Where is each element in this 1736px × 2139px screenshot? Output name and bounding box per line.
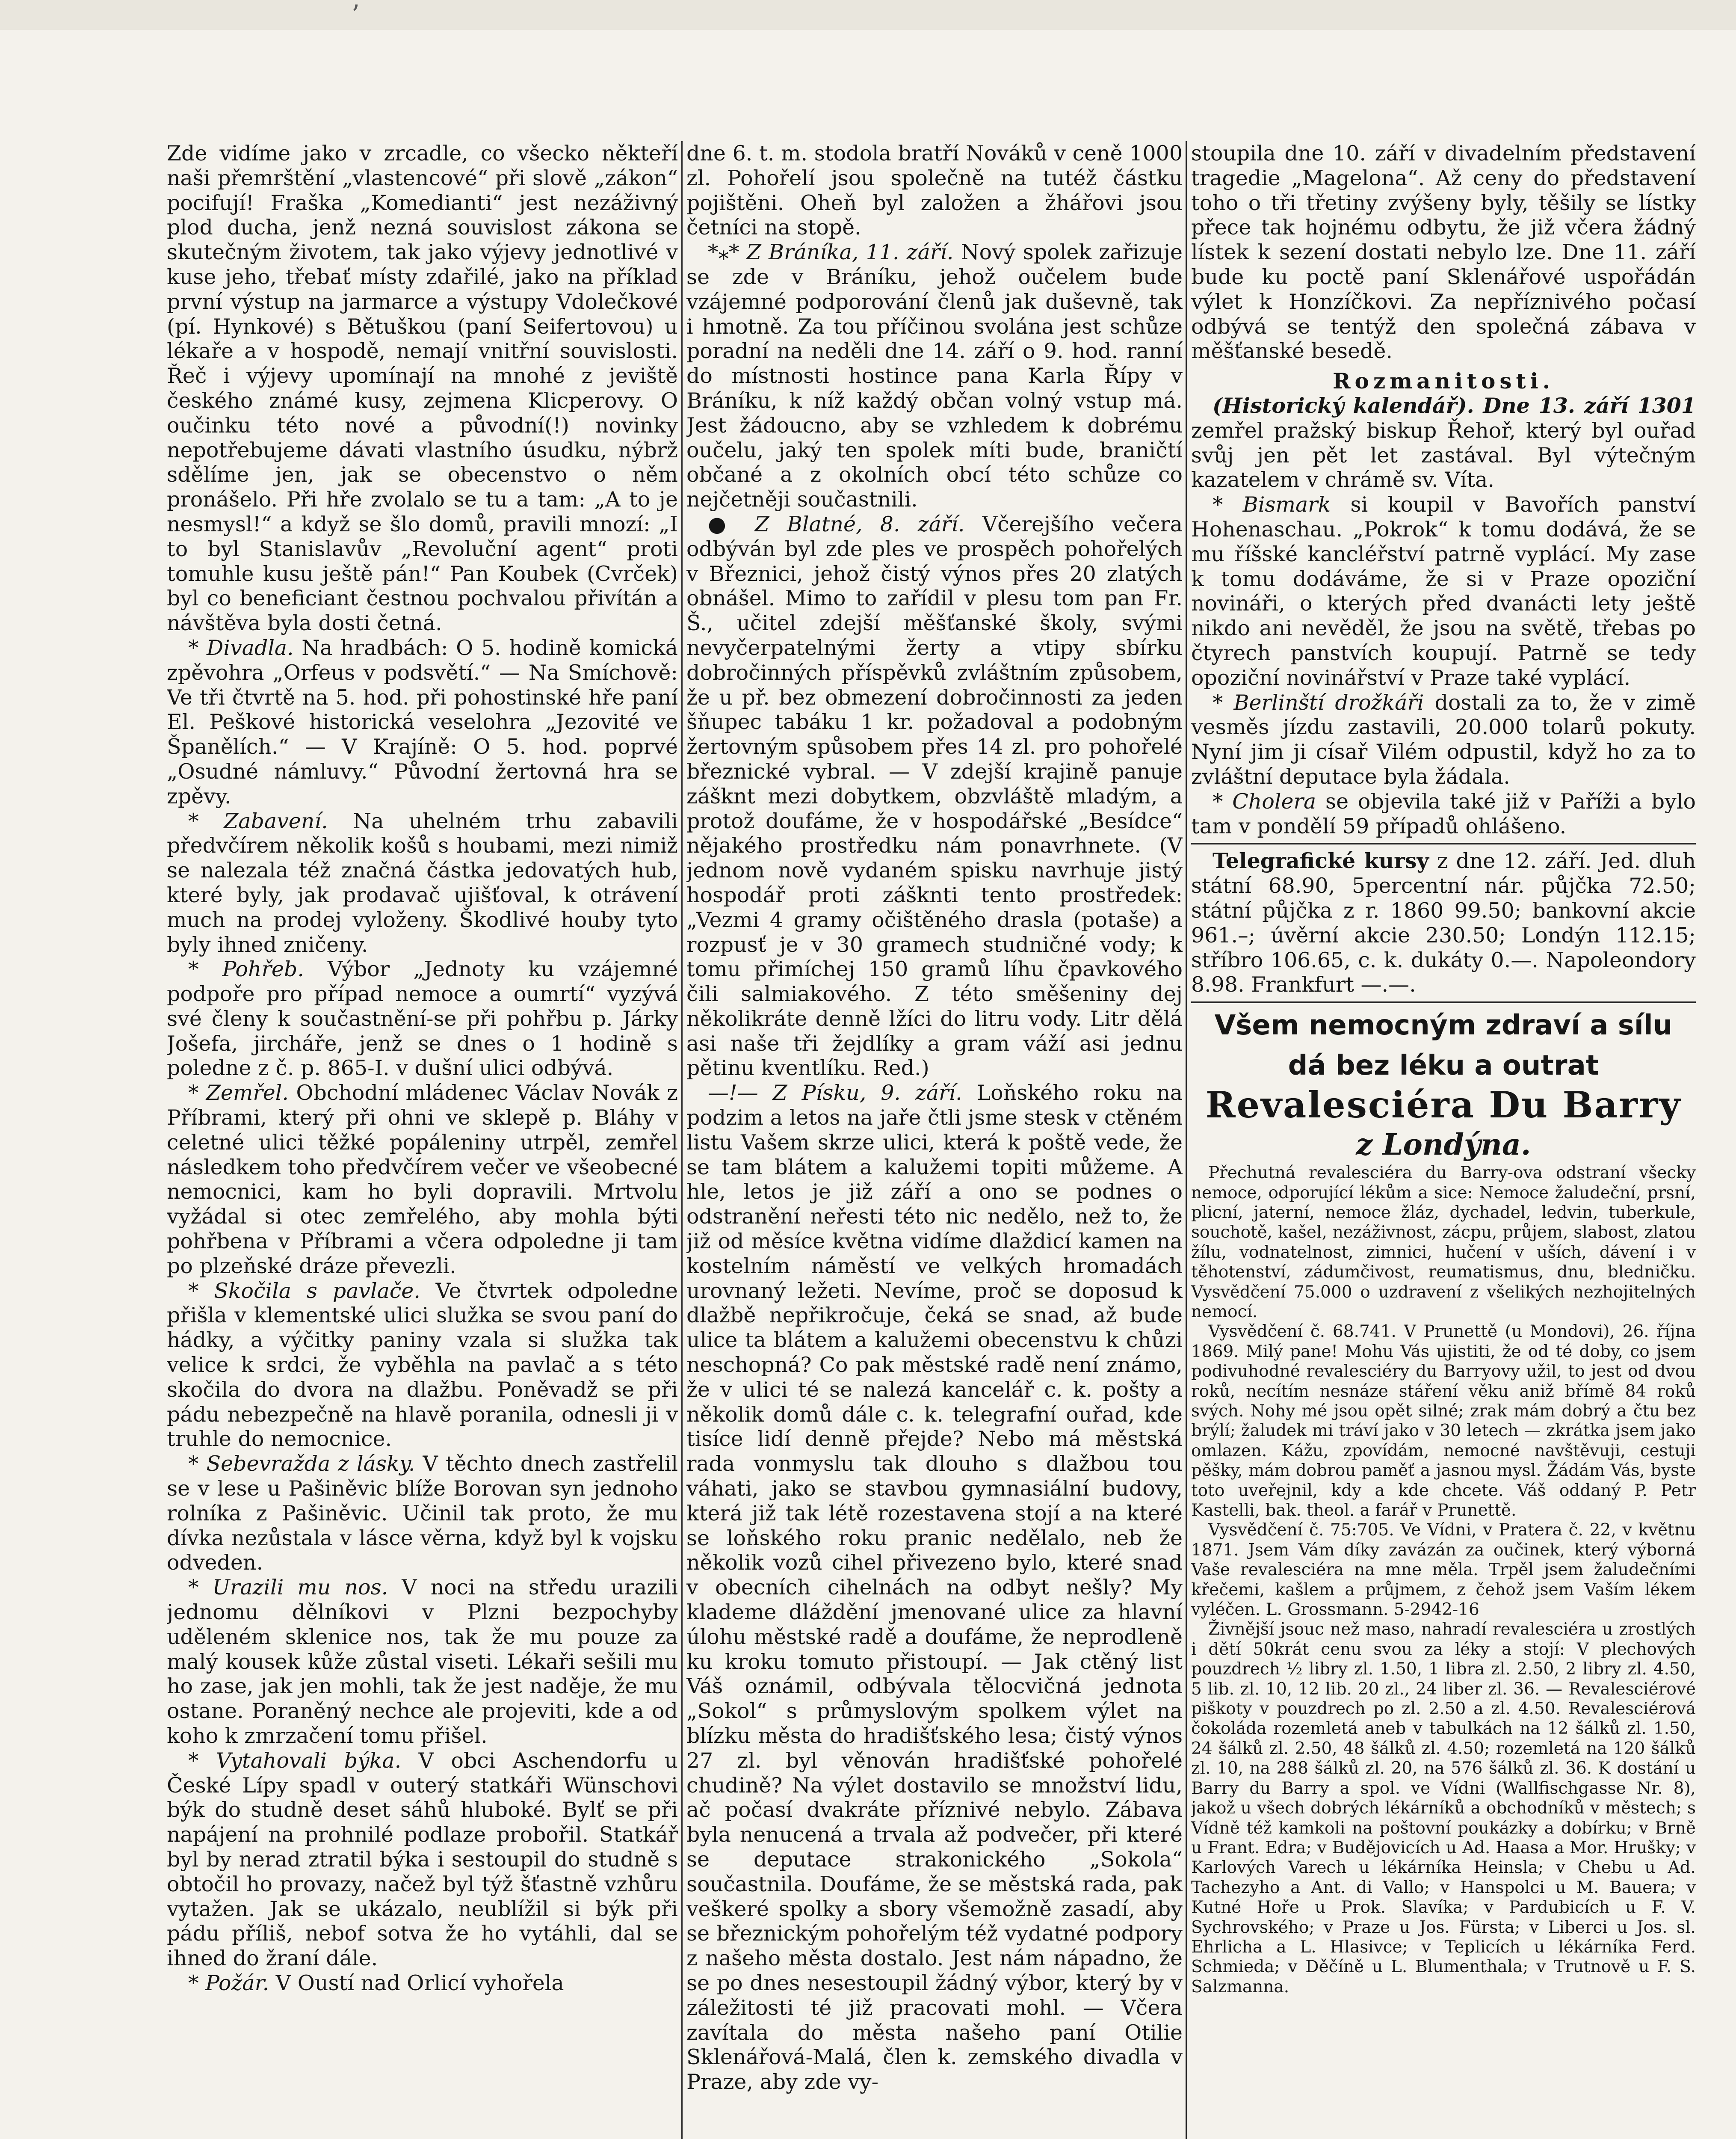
- article-paragraph: Zde vidíme jako v zrcadle, co všecko někteří naši přemrštění „vlastencové“ při slově „zákon“ pocifují! Fraška „Komedianti“ jest nezáživný plod ducha, jenž nezná souvislost zákona se skutečným životem, tak jako výjevy jednotlivé v kuse jeho, třebať místy zdařilé, jako na příklad první výstup na jarmarce a výstupy Vdolečkové (pí. Hynkové) s Bětuškou (paní Seifertovou) u lékaře a v hospodě, nemají vnitřní souvislosti. Řeč i výjevy upomínají na mnohé z jeviště českého známé kusy, zejmena Klicperovy. O oučinku této nové a původní(!) novinky nepotřebujeme dávati vlastního úsudku, nýbrž sdělíme jen, jak se obecenstvo o něm pronášelo. Při hře zvolalo se tu a tam: „A to je nesmysl!“ a když se šlo domů, pravili mnozí: „I to byl Stanislavův „Revoluční agent“ proti tomuhle kusu ještě pán!“ Pan Koubek (Cvrček) byl co beneficiant čestnou pochvalou přivítán a návštěva byla dosti četná.: [167, 141, 678, 636]
- article-paragraph: * Sebevražda z lásky. V těchto dnech zastřelil se v lese u Pašiněvic blíže Borovan syn jednoho rolníka z Pašiněvic. Učinil tak proto, že mu dívka nezůstala v lásce věrna, když byl k vojsku odveden.: [167, 1452, 678, 1575]
- ad-brand: Revalesciéra Du Barry: [1205, 1084, 1682, 1126]
- column-2: [686, 141, 1183, 2139]
- article-paragraph: * Urazili mu nos. V noci na středu urazili jednomu dělníkovi v Plzni bezpochyby uděleném sklenice nos, tak že mu pouze za malý kousek kůže zůstal viseti. Lékaři sešili mu ho zase, jak jen mohli, tak že jest naděje, že mu ostane. Poraněný nechce ale projeviti, kde a od koho k zmrzačení tomu přišel.: [167, 1575, 678, 1748]
- article-paragraph: *⁎* Z Bráníka, 11. září. Nový spolek zařizuje se zde v Bráníku, jehož oučelem bude vzájemné podporování členů jak duševně, tak i hmotně. Za tou příčinou svolána jest schůze poradní na neděli dne 14. září o 9. hod. ranní do místnosti hostince pana Karla Řípy v Bráníku, k níž každý občan volný vstup má. Jest žádoucno, aby se vzhledem k dobrému oučelu, jaký ten spolek míti bude, braničtí občané a z okolních obcí této schůze co nejčetněji součastnili.: [686, 240, 1183, 512]
- ad-body: [1191, 1163, 1696, 1997]
- misc-item: * Berlinští drožkáři dostali za to, že v zimě vesměs jízdu zastavili, 20.000 tolarů pokuty. Nyní jim ji císař Vilém odpustil, když ho za to zvláštní deputace byla žádala.: [1191, 690, 1696, 789]
- top-scan-edge: [0, 0, 1736, 30]
- article-paragraph: dne 6. t. m. stodola bratří Nováků v ceně 1000 zl. Pohořelí jsou společně na tutéž částku pojištěni. Oheň byl založen a žhářovi jsou četníci na stopě.: [686, 141, 1183, 240]
- rozmanitosti-title: Rozmanitosti.: [1332, 368, 1555, 394]
- article-paragraph: ● Z Blatné, 8. září. Včerejšího večera odbýván byl zde ples ve prospěch pohořelých v Březnici, jehož čistý výnos přes 20 zlatých obnášel. Mimo to zařídil v plesu tom pan Fr. Š., učitel zdejší měšťanské školy, svými nevyčerpatelnými žerty a vtipy sbírku dobročinných příspěvků zvláštním způsobem, že u př. bez obmezení dobročinnosti za jeden šňupec tabáku 1 kr. požadoval a podobným žertovným spůsobem přes 14 zl. pro pohořelé březnické vybral. — V zdejší krajině panuje zášknt mezi dobytkem, obzvláště mladým, a protož doufáme, že v hospodářské „Besídce“ nějakého prostředku nám ponavrhnete. (V jednom nově vydaném spisku navrhuje jistý hospodář proti zášknti tento prostředek: „Vezmi 4 gramy očištěného drasla (potaše) a rozpusť je v 30 gramech studničné vody; k tomu přimíchej 150 gramů líhu čpavkového čili salmiakového. Z této směšeniny dej několikráte denně lžíci do litru vody. Litr dělá asi naše tři žejdlíky a gram váží asi jednu pětinu kventlíku. Red.): [686, 512, 1183, 1081]
- exchange-rates: Telegrafické kursy z dne 12. září. Jed. dluh státní 68.90, 5percentní nár. půjčka 72.50; státní půjčka z r. 1860 99.50; bankovní akcie 961.–; úvěrní akcie 230.50; Londýn 112.15; stříbro 106.65, c. k. dukáty 0.—. Napoleondory 8.98. Frankfurt —.—.: [1191, 848, 1696, 997]
- column-3: [1191, 141, 1696, 2139]
- misc-item: * Bismark si koupil v Bavořích panství Hohenaschau. „Pokrok“ k tomu dodává, že se mu říšské kancléřství patrně vyplácí. My zase k tomu dodáváme, že si v Praze opoziční novináři, o kterých před dvanácti lety ještě nikdo ani nevěděl, že jsou na světě, třebas po čtyrech panstvích koupují. Patrně se tedy opoziční novinářství v Praze také vyplácí.: [1191, 492, 1696, 690]
- ad-paragraph: Přechutná revalesciéra du Barry-ova odstraní všecky nemoce, odporující lékům a sice: Nemoce žaludeční, prsní, plicní, jaterní, nemoce žláz, dychadel, ledvin, tuberkule, souchotě, kašel, nezáživnost, zácpu, průjem, slabost, zlatou žílu, vodnatelnost, zimnici, hučení v uších, dávení i v těhotenství, zádumčivost, reumatismus, dnu, bledničku. Vysvědčení 75.000 o uzdravení z všelikých nezhojitelných nemocí.: [1191, 1163, 1696, 1321]
- column-rule-1: [681, 141, 683, 2139]
- article-paragraph: —!— Z Písku, 9. září. Loňského roku na podzim a letos na jaře čtli jsme stesk v ctěném listu Vašem skrze ulici, která k poště vede, že se tam blátem a kalužemi topiti můžeme. A hle, letos je již září a ono se podnes o odstranění neřesti této nic nedělo, než to, že již od měsíce května vidíme dlaždicí kamen na kostelním náměstí ve velkých hromadách urovnaný ležeti. Nevíme, proč se doposud k dlažbě nepřikročuje, čeká se snad, až bude ulice ta blátem a kalužemi obecenstvu k chůzi neschopná? Co pak městské radě není známo, že v ulici té se nalezá kancelář c. k. pošty a několik domů dále c. k. telegrafní ouřad, kde tisíce lidí denně přejde? Nebo má městská rada vonmyslu tak dlouho s dlažbou tou váhati, jako se stavbou gymnasiální budovy, která již tak létě rozestavena stojí a na které se loňského roku pranic nedělalo, neb že několik vozů cihel přivezeno bylo, které snad v obecních cihelnách na odbyt nešly? My klademe dláždění jmenované ulice za hlavní úlohu městské radě a doufáme, že neprodleně ku kroku tomuto přistoupí. — Jak ctěný list Váš oznámil, odbývala tělocvičná jednota „Sokol“ s průmyslovým spolkem výlet na blízku města do hradišťského lesa; čistý výnos 27 zl. byl věnován hradišťské pohořelé chudině? Na výlet dostavilo se množství lidu, ač počasí dvakráte příznivé nebylo. Zábava byla nenucená a trvala až podvečer, při které se deputace strakonického „Sokola“ součastnila. Doufáme, že se městská rada, pak veškeré spolky a sbory všemožně zasadí, aby se březnickým pohořelým též vydatné podpory z našeho města dostalo. Jest nám nápadno, že se po dnes nesestoupil žádný výbor, který by v záležitosti té již pracovati mohl. — Včera zavítala do města našeho paní Otilie Sklenářová-Malá, člen k. zemského divadla v Praze, aby zde vy-: [686, 1081, 1183, 2095]
- advertisement: [1191, 1007, 1696, 1997]
- article-paragraph: stoupila dne 10. září v divadelním představení tragedie „Magelona“. Až ceny do představení toho o tři třetiny zvýšeny byly, těšily se lístky přece tak hojnému odbytu, že již včera žádný lístek k sezení dostati nebylo lze. Dne 11. září bude ku poctě paní Sklenářové uspořádán výlet k Honzíčkovi. Za nepříznivého počasí odbývá se tentýž den společná zábava v měšťanské besedě.: [1191, 141, 1696, 364]
- article-paragraph: * Zemřel. Obchodní mládenec Václav Novák z Příbrami, který při ohni ve sklepě p. Bláhy v celetné ulici těžké popáleniny utrpěl, zemřel následkem toho předvčírem večer ve všeobecné nemocnici, kam ho byli dopravili. Mrtvolu vyžádal si otec zemřelého, aby mohla býti pohřbena v Příbrami a včera odpoledne ji tam po plzeňské dráze převezli.: [167, 1081, 678, 1278]
- article-paragraph: * Pohřeb. Výbor „Jednoty ku vzájemné podpoře pro případ nemoce a oumrtí“ vyzývá své členy k součastnění-se při pohřbu p. Járky Jošefa, jircháře, jenž se dnes o 1 hodině s poledne z č. p. 865-I. v dušní ulici odbývá.: [167, 957, 678, 1081]
- ad-headline-1: Všem nemocným zdraví a sílu: [1214, 1010, 1673, 1042]
- ad-paragraph: Vysvědčení č. 75:705. Ve Vídni, v Pratera č. 22, v květnu 1871. Jsem Vám díky zavázán za oučinek, který výborná Vaše revalesciéra na mne měla. Trpěl jsem žaludečními křečemi, kašlem a průjmem, z čehož jsem Vaším lékem vyléčen. L. Grossmann. 5-2942-16: [1191, 1520, 1696, 1620]
- article-paragraph: * Zabavení. Na uhelném trhu zabavili předvčírem několik košů s houbami, mezi nimiž se nalezala též značná částka jedovatých hub, které byly, jak prodavač ujišťoval, k otrávení much na prodej vyloženy. Škodlivé houby tyto byly ihned zničeny.: [167, 809, 678, 957]
- ad-paragraph: Vysvědčení č. 68.741. V Prunettě (u Mondovi), 26. října 1869. Milý pane! Mohu Vás ujistiti, že od té doby, co jsem podivuhodné revalesciéry du Barryovy užil, to jest od dvou roků, necítím nesnáze stáření věku aniž břímě 84 roků svých. Nohy mé jsou opět silné; zrak mám dobrý a čtu bez brýlí; žaludek mi tráví jako v 30 letech — zkrátka jsem jako omlazen. Kážu, zpovídám, nemocné navštěvuji, cestuji pěšky, mám dobrou paměť a jasnou mysl. Žádám Vás, byste toto uveřejnil, kdy a kde chcete. Váš oddaný P. Petr Kastelli, bak. theol. a farář v Prunettě.: [1191, 1322, 1696, 1520]
- column-rule-2: [1186, 141, 1187, 2139]
- ad-from: z Londýna.: [1356, 1128, 1531, 1162]
- misc-item: * Cholera se objevila také již v Paříži a bylo tam v pondělí 59 případů ohlášeno.: [1191, 789, 1696, 838]
- article-paragraph: * Divadla. Na hradbách: O 5. hodině komická zpěvohra „Orfeus v podsvětí.“ — Na Smíchově: Ve tři čtvrtě na 5. hod. při pohostinské hře paní El. Peškové historická veselohra „Jezovité ve Španělích.“ — V Krajíně: O 5. hod. poprvé „Osudné námluvy.“ Původní žertovná hra se zpěvy.: [167, 635, 678, 809]
- misc-item: (Historický kalendář). Dne 13. září 1301 zemřel pražský biskup Řehoř, který byl ouřad svůj jen pět let zastával. Byl výtečným kazatelem v chrámě sv. Víta.: [1191, 393, 1696, 492]
- article-paragraph: * Vytahovali býka. V obci Aschendorfu u České Lípy spadl v outerý statkáři Wünschovi býk do studně deset sáhů hluboké. Bylť se při napájení na prohnilé podlaze probořil. Statkář byl by nerad ztratil býka i sestoupil do studně s obtočil ho provazy, načež byl týž šťastně vzhůru vytažen. Jak se ukázalo, neublížil si býk při pádu příliš, nebof sotva že ho vytáhli, dal se ihned do žraní dále.: [167, 1748, 678, 1971]
- article-paragraph: * Požár. V Oustí nad Orlicí vyhořela: [188, 1970, 564, 1995]
- article-paragraph: * Skočila s pavlače. Ve čtvrtek odpoledne přišla v klementské ulici služka se svou paní do hádky, a výčitky paniny vzala si služka tak velice k srdci, že vyběhla na pavlač a s této skočila do dvora na dlažbu. Poněvadž se při pádu nebezpečně na hlavě poranila, odnesli ji v truhle do nemocnice.: [167, 1278, 678, 1452]
- ad-headline-2: dá bez léku a outrat: [1288, 1050, 1599, 1082]
- ad-paragraph: Živnější jsouc než maso, nahradí revalesciéra u zrostlých i dětí 50krát cenu svou za léky a stojí: V plechových pouzdrech ½ libry zl. 1.50, 1 libra zl. 2.50, 2 libry zl. 4.50, 5 lib. zl. 10, 12 lib. 20 zl., 24 liber zl. 36. — Revalesciérové piškoty v pouzdrech po zl. 2.50 a zl. 4.50. Revalesciérová čokoláda rozemletá aneb v tabulkách na 12 šálků zl. 1.50, 24 šálků zl. 2.50, 48 šálků zl. 4.50; rozemletá na 120 šálků zl. 10, na 288 šálků zl. 20, na 576 šálků zl. 36. K dostání u Barry du Barry a spol. ve Vídni (Wallfischgasse Nr. 8), jakož u všech dobrých lékárníků a obchodníků v městech; s Vídně též kamkoli na poštovní poukázky a dobírku; v Brně u Frant. Edra; v Budějovicích u Ad. Haasa a Mor. Hrušky; v Karlových Varech u lékárníka Heinsla; v Chebu u Ad. Tachezyho a Ant. di Vallo; v Hanspolci u M. Bauera; v Kutné Hoře u Prok. Slavíka; v Pardubicích u F. V. Sychrovského; v Praze u Jos. Fürsta; v Liberci u Jos. sl. Ehrlicha a L. Hlasivce; v Teplicích u lékárníka Ferd. Schmieda; v Děčíně u L. Blumenthala; v Trutnově u F. S. Salzmanna.: [1191, 1620, 1696, 1997]
- section-divider: [1191, 1001, 1696, 1003]
- section-divider: [1191, 843, 1696, 844]
- column-1: [167, 141, 678, 2139]
- top-mark: ʼ: [351, 0, 359, 30]
